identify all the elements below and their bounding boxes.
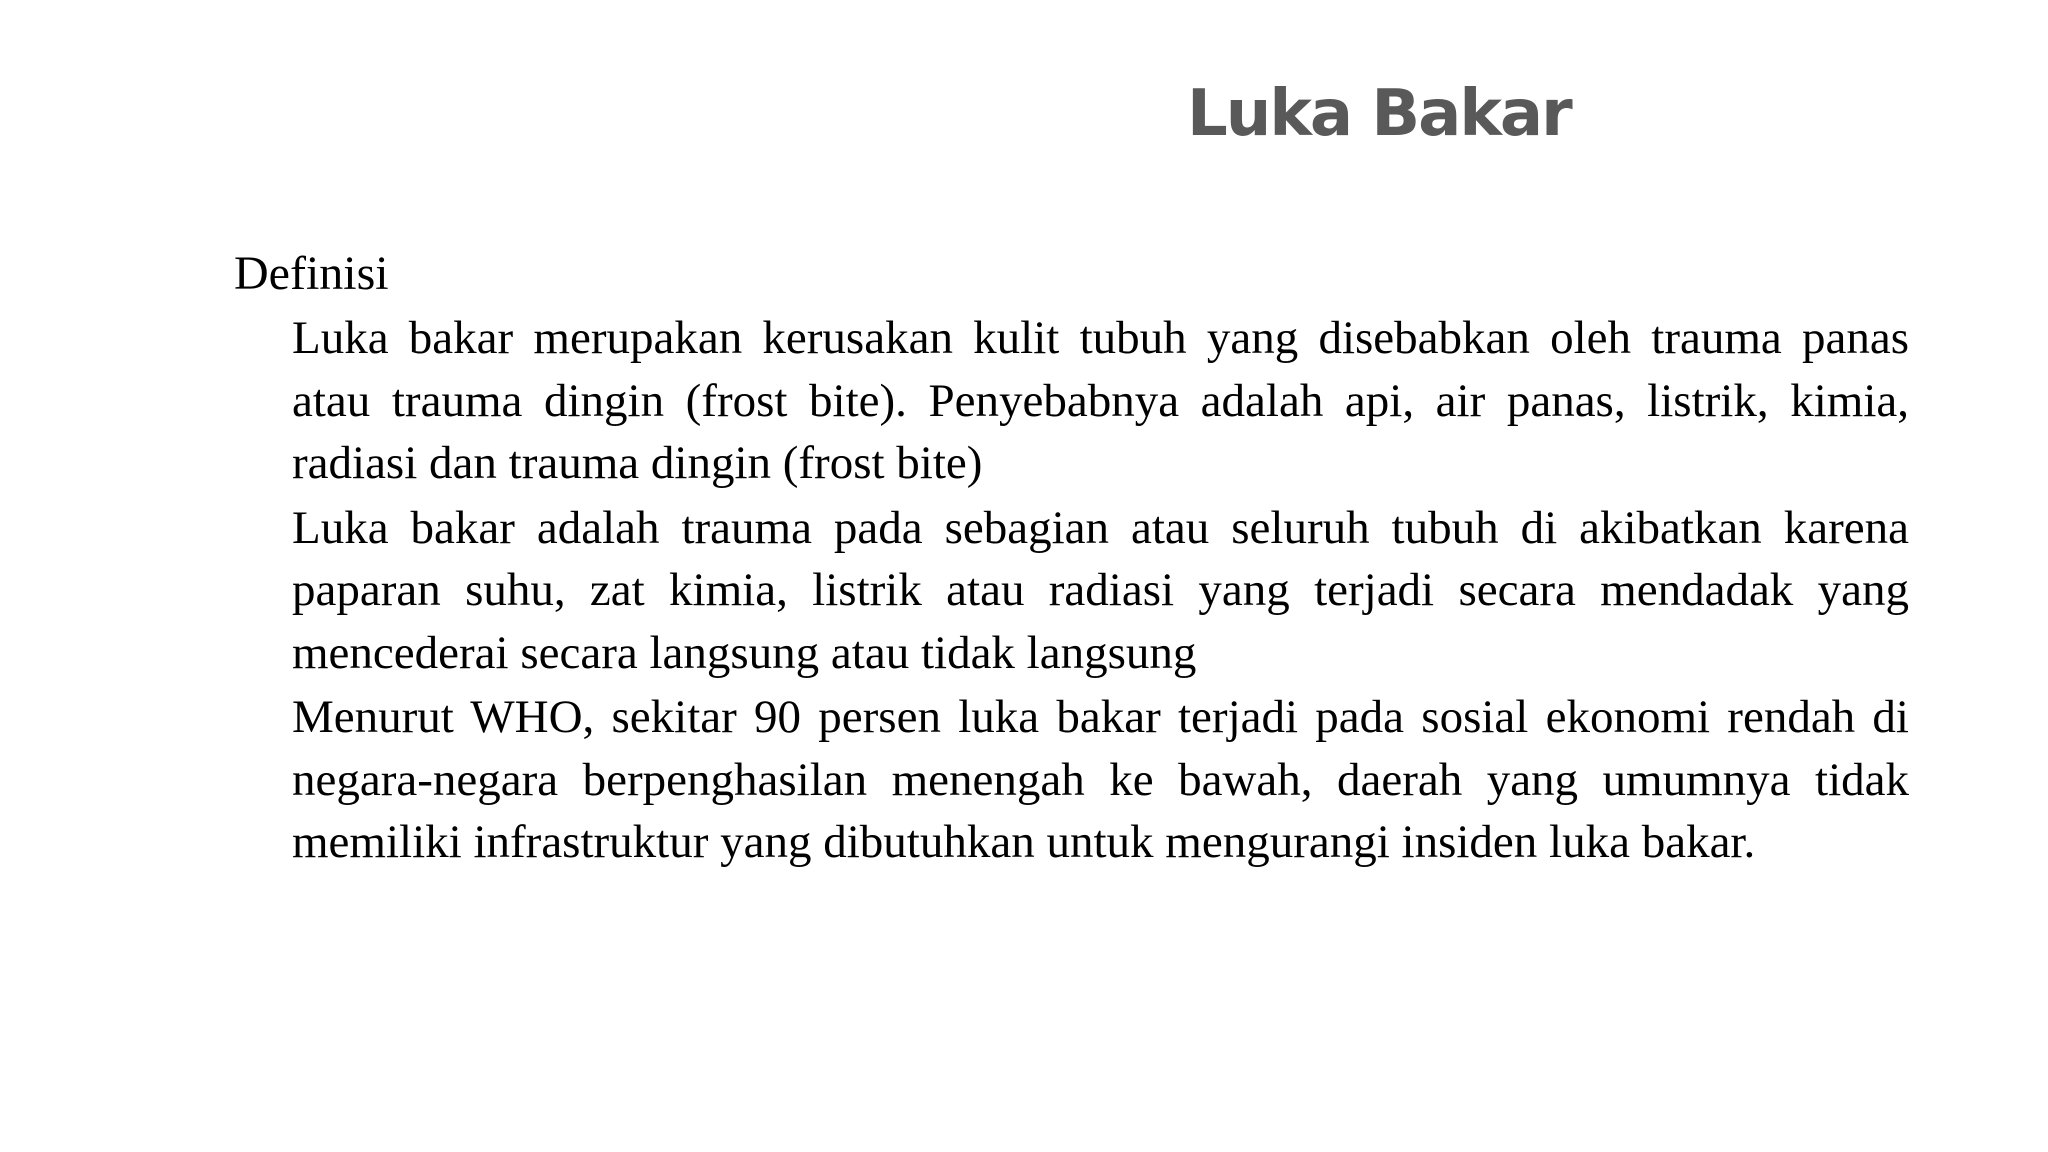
section-heading: Definisi	[234, 247, 389, 300]
slide-content	[234, 243, 1909, 876]
definition-paragraph-3: Menurut WHO, sekitar 90 persen luka bakar terjadi pada sosial ekonomi rendah di negara-negara berpenghasilan menengah ke bawah, daerah yang umumnya tidak memiliki infrastruktur yang dibutuhkan untuk mengurangi insiden luka bakar.	[292, 691, 1909, 868]
definition-paragraph-2: Luka bakar adalah trauma pada sebagian atau seluruh tubuh di akibatkan karena paparan suhu, zat kimia, listrik atau radiasi yang terjadi secara mendadak yang mencederai secara langsung atau tidak langsung	[292, 501, 1909, 679]
slide-title: Luka Bakar	[1187, 77, 1571, 151]
definition-paragraph-1: Luka bakar merupakan kerusakan kulit tubuh yang disebabkan oleh trauma panas atau trauma dingin (frost bite). Penyebabnya adalah api, air panas, listrik, kimia, radiasi dan trauma dingin (frost bite)	[292, 312, 1909, 489]
